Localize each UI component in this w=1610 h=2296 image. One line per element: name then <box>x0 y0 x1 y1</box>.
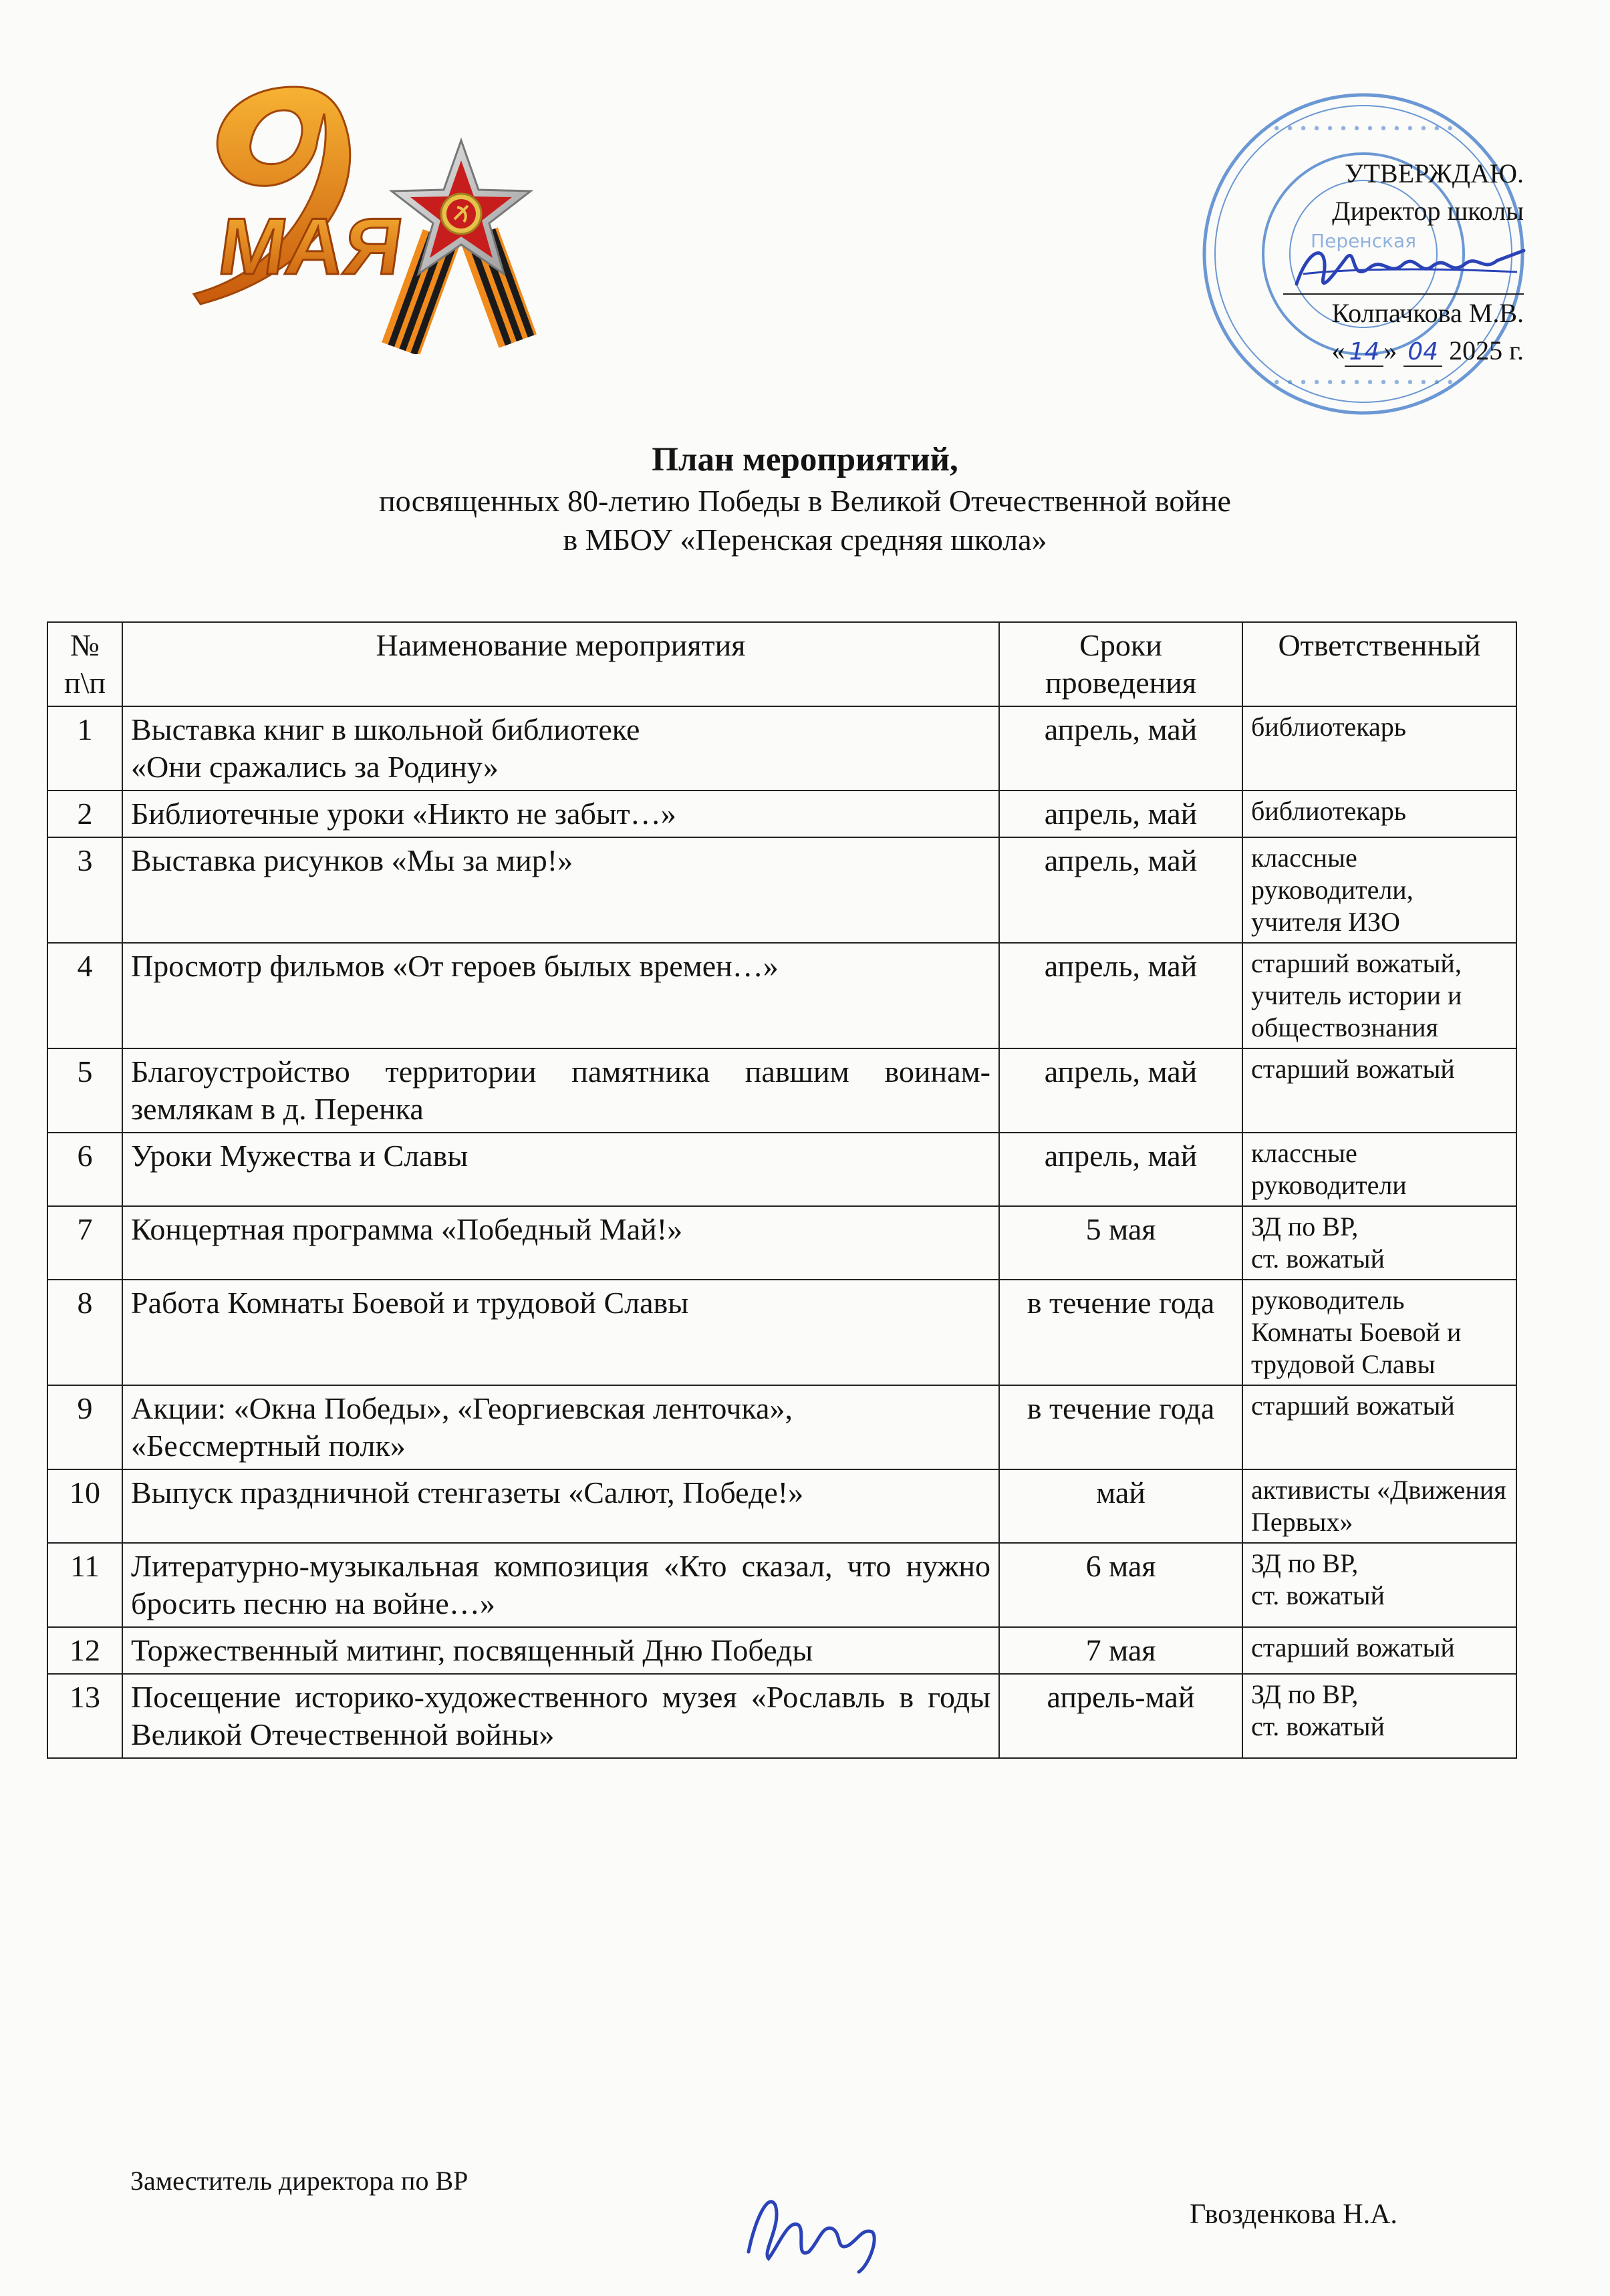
event-dates: в течение года <box>999 1280 1242 1385</box>
event-name: Выпуск праздничной стенгазеты «Салют, Победе!» <box>122 1469 999 1543</box>
event-name: Выставка книг в школьной библиотеке «Они сражались за Родину» <box>122 706 999 791</box>
event-name: Библиотечные уроки «Никто не забыт…» <box>122 791 999 837</box>
event-dates: апрель, май <box>999 1048 1242 1133</box>
table-row <box>47 1674 1516 1758</box>
table-row <box>47 943 1516 1048</box>
svg-text:• • • • • • • • • • • • • •: • • • • • • • • • • • • • • <box>1272 375 1455 392</box>
event-name: Концертная программа «Победный Май!» <box>122 1206 999 1280</box>
event-name: Акции: «Окна Победы», «Георгиевская ленточка», «Бессмертный полк» <box>122 1385 999 1469</box>
deputy-signature <box>722 2178 909 2279</box>
header-name: Наименование мероприятия <box>122 622 999 706</box>
table-row <box>47 706 1516 791</box>
table-header-row <box>47 622 1516 706</box>
approval-day: 14 <box>1345 338 1383 367</box>
event-responsible: старший вожатый, учитель истории и обществознания <box>1242 943 1516 1048</box>
event-name: Торжественный митинг, посвященный Дню Победы <box>122 1627 999 1674</box>
event-responsible: старший вожатый <box>1242 1627 1516 1674</box>
table-row <box>47 837 1516 943</box>
approval-month: 04 <box>1403 338 1442 367</box>
document-title <box>0 438 1610 559</box>
row-number: 10 <box>47 1469 122 1543</box>
approval-block <box>1256 155 1524 371</box>
event-dates: апрель, май <box>999 943 1242 1048</box>
event-dates: 6 мая <box>999 1543 1242 1627</box>
row-number: 12 <box>47 1627 122 1674</box>
row-number: 13 <box>47 1674 122 1758</box>
deputy-position: Заместитель директора по ВР <box>130 2166 468 2196</box>
header-number: № п\п <box>47 622 122 706</box>
table-row <box>47 1543 1516 1627</box>
approval-title: УТВЕРЖДАЮ. <box>1345 158 1524 188</box>
header-dates: Сроки проведения <box>999 622 1242 706</box>
header-responsible: Ответственный <box>1242 622 1516 706</box>
table-row <box>47 1627 1516 1674</box>
svg-text:Перенская: Перенская <box>1311 230 1416 252</box>
row-number: 3 <box>47 837 122 943</box>
event-dates: апрель, май <box>999 706 1242 791</box>
title-line2: посвященных 80-летию Победы в Великой Отечественной войне <box>379 484 1231 518</box>
row-number: 5 <box>47 1048 122 1133</box>
deputy-name: Гвозденкова Н.А. <box>1190 2199 1397 2230</box>
event-dates: май <box>999 1469 1242 1543</box>
svg-text:МАЯ: МАЯ <box>213 201 408 291</box>
victory-day-logo <box>180 74 555 354</box>
row-number: 6 <box>47 1133 122 1206</box>
event-dates: апрель, май <box>999 1133 1242 1206</box>
table-row <box>47 1469 1516 1543</box>
event-responsible: активисты «Движения Первых» <box>1242 1469 1516 1543</box>
table-row <box>47 1133 1516 1206</box>
row-number: 8 <box>47 1280 122 1385</box>
event-dates: апрель-май <box>999 1674 1242 1758</box>
event-responsible: классные руководители, учителя ИЗО <box>1242 837 1516 943</box>
svg-text:• • • • • • • • • • • • • •: • • • • • • • • • • • • • • <box>1272 121 1455 138</box>
row-number: 11 <box>47 1543 122 1627</box>
approval-year: 2025 г. <box>1449 335 1524 366</box>
event-name: Уроки Мужества и Славы <box>122 1133 999 1206</box>
title-main: План мероприятий, <box>652 441 958 478</box>
table-row <box>47 1048 1516 1133</box>
event-name: Выставка рисунков «Мы за мир!» <box>122 837 999 943</box>
table-row <box>47 1385 1516 1469</box>
title-line3: в МБОУ «Перенская средняя школа» <box>563 523 1047 557</box>
signature-line <box>1283 230 1524 295</box>
row-number: 1 <box>47 706 122 791</box>
event-dates: 7 мая <box>999 1627 1242 1674</box>
event-dates: в течение года <box>999 1385 1242 1469</box>
event-responsible: ЗД по ВР, ст. вожатый <box>1242 1206 1516 1280</box>
row-number: 2 <box>47 791 122 837</box>
table-row <box>47 1206 1516 1280</box>
row-number: 4 <box>47 943 122 1048</box>
event-name: Литературно-музыкальная композиция «Кто сказал, что нужно бросить песню на войне…» <box>122 1543 999 1627</box>
table-row <box>47 1280 1516 1385</box>
event-responsible: ЗД по ВР, ст. вожатый <box>1242 1674 1516 1758</box>
approval-position: Директор школы <box>1332 196 1524 226</box>
event-responsible: библиотекарь <box>1242 706 1516 791</box>
event-responsible: старший вожатый <box>1242 1385 1516 1469</box>
event-name: Посещение историко-художественного музея «Рославль в годы Великой Отечественной войны» <box>122 1674 999 1758</box>
event-dates: апрель, май <box>999 791 1242 837</box>
table-row <box>47 791 1516 837</box>
event-responsible: классные руководители <box>1242 1133 1516 1206</box>
event-dates: апрель, май <box>999 837 1242 943</box>
event-name: Просмотр фильмов «От героев былых времен…» <box>122 943 999 1048</box>
events-table <box>47 621 1517 1759</box>
event-responsible: библиотекарь <box>1242 791 1516 837</box>
approval-date: « 14 » 04 2025 г. <box>1331 335 1524 366</box>
event-responsible: старший вожатый <box>1242 1048 1516 1133</box>
row-number: 7 <box>47 1206 122 1280</box>
event-name: Работа Комнаты Боевой и трудовой Славы <box>122 1280 999 1385</box>
row-number: 9 <box>47 1385 122 1469</box>
event-dates: 5 мая <box>999 1206 1242 1280</box>
event-responsible: ЗД по ВР, ст. вожатый <box>1242 1543 1516 1627</box>
approval-name: Колпачкова М.В. <box>1331 298 1524 328</box>
event-responsible: руководитель Комнаты Боевой и трудовой Славы <box>1242 1280 1516 1385</box>
event-name: Благоустройство территории памятника павшим воинам-землякам в д. Перенка <box>122 1048 999 1133</box>
